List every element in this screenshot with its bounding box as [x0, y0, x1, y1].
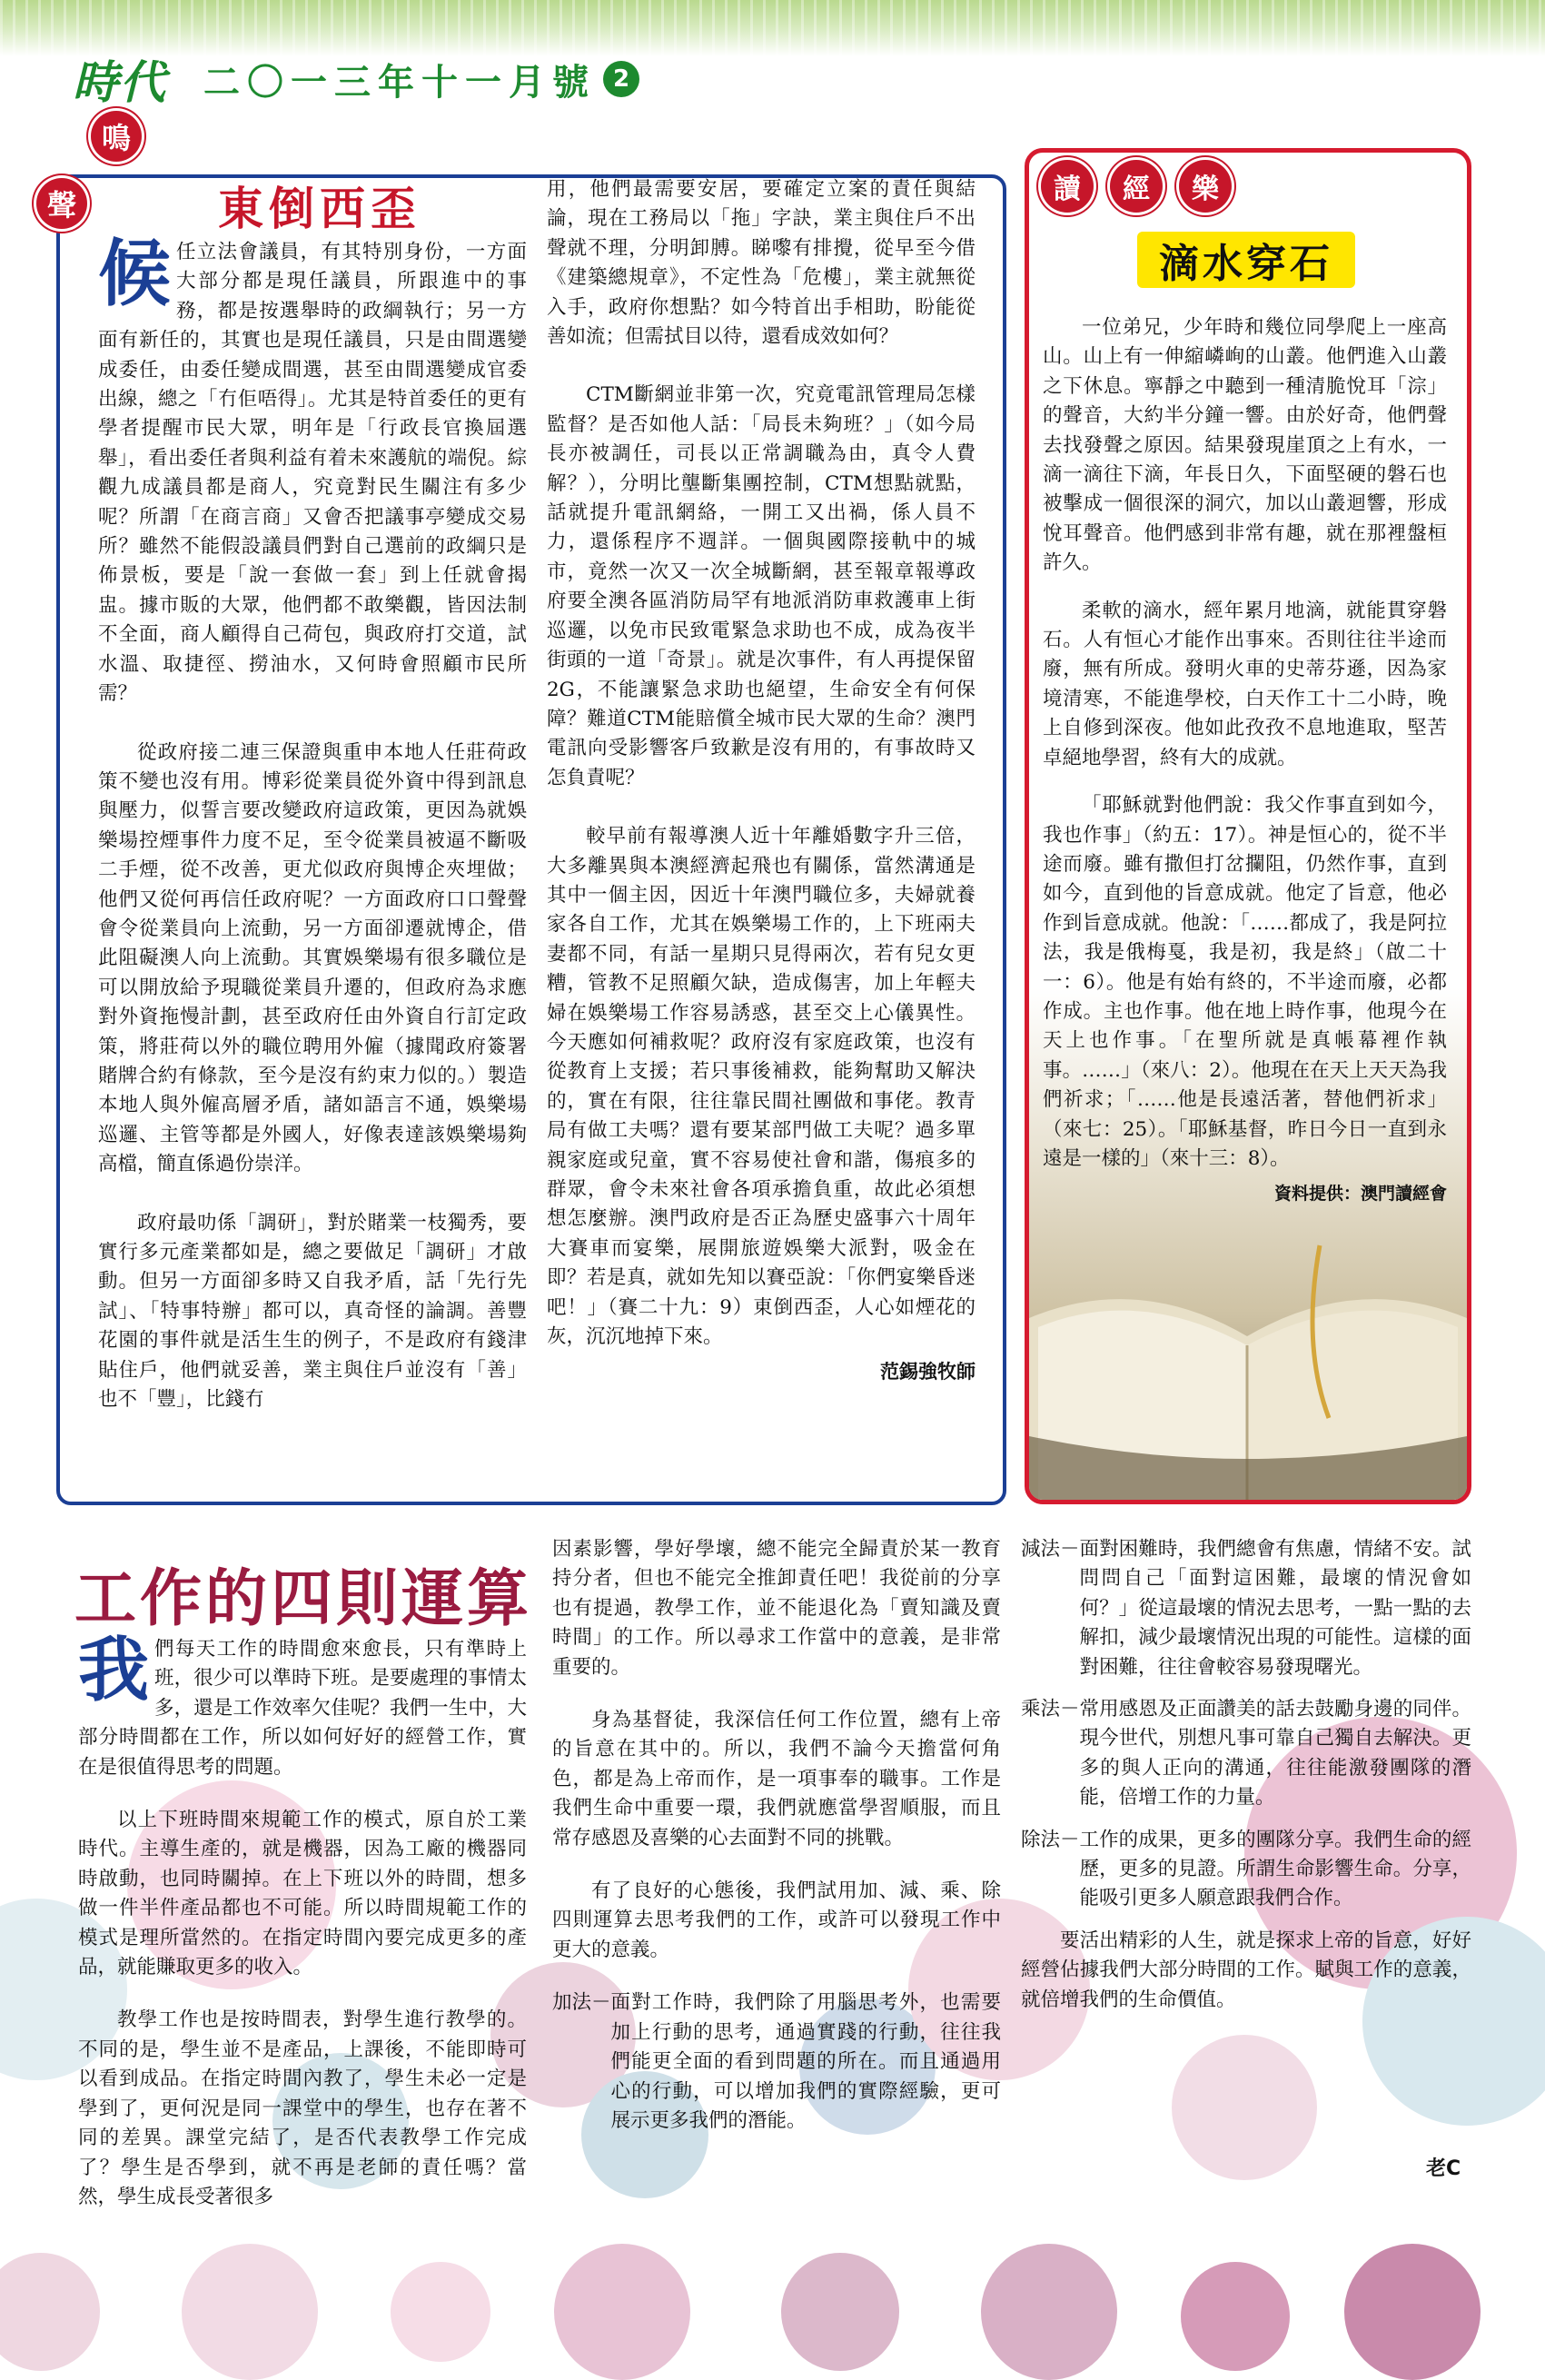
operation-label: 減法－ [1021, 1538, 1080, 1561]
article2-paragraph: 教學工作也是按時間表，對學生進行教學的。不同的是，學生並不是產品，上課後，不能即時可以看到成品。在指定時間內教了，學生未必一定是學到了，更何況是同一課堂中的學生，也存在著不同的差異。課堂完結了，是否代表教學工作完成了？學生是否學到，就不再是老師的責任嗎？當然，學生成長受著很多 [78, 2008, 527, 2208]
operation-label: 加法－ [552, 1991, 611, 2015]
issue-date: 二〇一三年十一月號 [203, 61, 596, 104]
panel-paragraph: 一位弟兄，少年時和幾位同學爬上一座高山。山上有一伸縮嶙峋的山叢。他們進入山叢之下休息。寧靜之中聽到一種清脆悅耳「淙」的聲音，大約半分鐘一響。由於好奇，他們聲去找發聲之原因。結果發現崖頂之上有水，一滴一滴往下滴，年長日久，下面堅硬的磐石也被擊成一個很深的洞穴，加以山叢迴響，形成悅耳聲音。他們感到非常有趣，就在那裡盤桓許久。 [1043, 316, 1447, 575]
article1-dropcap: 候 [98, 232, 171, 316]
operation-text: 面對工作時，我們除了用腦思考外，也需要加上行動的思考，通過實踐的行動，往往我們能更全面的看到問題的所在。而且通過用心的行動，可以增加我們的實際經驗，更可展示更多我們的潛能。 [610, 1991, 1001, 2132]
article1-column-2 [547, 175, 976, 1387]
operation-multiplication [1021, 1695, 1471, 1813]
seal-le: 樂 [1179, 160, 1232, 213]
article2-column-1 [78, 1630, 527, 2236]
article2-paragraph: 以上下班時間來規範工作的模式，原自於工業時代。主導生產的，就是機器，因為工廠的機器同時啟動，也同時關掉。在上下班以外的時間，想多做一件半件產品都也不可能。所以時間規範工作的模式是理所當然的。在指定時間內要完成更多的產品，就能賺取更多的收入。 [78, 1809, 527, 1979]
decor-circle [1344, 2244, 1481, 2380]
article1-paragraph: 從政府接二連三保證與重申本地人任莊荷政策不變也沒有用。博彩從業員從外資中得到訊息與壓力，似誓言要改變政府這政策，更因為就娛樂場控煙事件力度不足，至令從業員被逼不斷吸二手煙，從不改善，更尤似政府與博企夾埋做；他們又從何再信任政府呢？一方面政府口口聲聲會令從業員向上流動，另一方面卻遷就博企，借此阻礙澳人向上流動。其實娛樂場有很多職位是可以開放給予現職從業員升遷的，但政府為求應對外資拖慢計劃，甚至政府任由外資自行訂定政策，將莊荷以外的職位聘用外僱（據聞政府簽署賭牌合約有條款，至今是沒有約束力似的。）製造本地人與外僱高層矛盾，諸如語言不通，娛樂場巡邏、主管等都是外國人，好像表達該娛樂場夠高檔，簡直係過份崇洋。 [98, 740, 527, 1176]
decor-circle [1181, 2262, 1290, 2371]
article2-dropcap: 我 [78, 1630, 150, 1711]
page-number: 2 [603, 61, 639, 97]
article2-column-3 [1021, 1535, 1471, 2015]
panel-paragraph: 「耶穌就對他們說：我父作事直到如今，我也作事」（約五：17）。神是恒心的，從不半途而廢。雖有撒但打岔攔阻，仍然作事，直到如今，直到他的旨意成就。他定了旨意，他必作到旨意成就。他說：「……都成了，我是阿拉法，我是俄梅戛，我是初，我是終」（啟二十一：6）。他是有始有終的，不半途而廢，必都作成。主也作事。他在地上時作事，他現今在天上也作事。「在聖所就是真帳幕裡作執事。……」（來八：2）。他現在在天上天天為我們祈求；「……他是長遠活著，替他們祈求」（來七：25）。「耶穌基督，昨日今日一直到永遠是一樣的」（來十三：8）。 [1043, 794, 1447, 1170]
seal-ming: 鳴 [91, 111, 142, 162]
article2-paragraph: 有了良好的心態後，我們試用加、減、乘、除四則運算去思考我們的工作，或許可以發現工作中更大的意義。 [552, 1879, 1001, 1961]
article2-closing: 要活出精彩的人生，就是探求上帝的旨意，好好經營佔據我們大部分時間的工作。賦與工作的意義，就倍增我們的生命價值。 [1021, 1929, 1471, 2011]
panel-title: 滴水穿石 [1137, 232, 1355, 288]
decor-circle [981, 2244, 1117, 2380]
article2-paragraph: 我們每天工作的時間愈來愈長，只有準時上班，很少可以準時下班。是要處理的事情太多，還是工作效率欠佳呢？我們一生中，大部分時間都在工作，所以如何好好的經營工作，實在是很值得思考的問題。 [78, 1630, 527, 1779]
panel-body [1043, 313, 1447, 1209]
article1-paragraph: CTM斷網並非第一次，究竟電訊管理局怎樣監督？是否如他人話：「局長未夠班？」（如今局長亦被調任，司長以正常調職為由，真令人費解？），分明比壟斷集團控制，CTM想點就點，話就提升電訊網絡，一開工又出禍，係人員不力，還係程序不週詳。一個與國際接軌中的城市，竟然一次又一次全城斷網，甚至報章報導政府要全澳各區消防局罕有地派消防車救護車上街巡邏，以免市民致電緊急求助也不成，成為夜半街頭的一道「奇景」。就是次事件，有人再提保留2G，不能讓緊急求助也絕望，生命安全有何保障？難道CTM能賠償全城市民大眾的生命？澳門電訊向受影響客戶致歉是沒有用的，有事故時又怎負責呢？ [547, 383, 976, 789]
article1-paragraph: 政府最叻係「調研」，對於賭業一枝獨秀，要實行多元產業都如是，總之要做足「調研」才啟動。但另一方面卻多時又自我矛盾，話「先行先試」、「特事特辦」都可以，真奇怪的論調。善豐花園的事件就是活生生的例子，不是政府有錢津貼住戶，他們就妥善，業主與住戶並沒有「善」也不「豐」，比錢冇 [98, 1211, 527, 1412]
operation-addition [552, 1988, 1001, 2136]
operation-division [1021, 1826, 1471, 1914]
seal-jing: 經 [1110, 160, 1163, 213]
decor-circle [391, 2262, 490, 2362]
article1-column-1 [98, 232, 527, 1443]
decor-circle [1172, 2035, 1317, 2180]
decor-circle [781, 2253, 899, 2371]
article1-signature: 范錫強牧師 [880, 1361, 976, 1383]
panel-paragraph: 柔軟的滴水，經年累月地滴，就能貫穿磐石。人有恒心才能作出事來。否則往往半途而廢，無有所成。發明火車的史蒂芬遜，因為家境清寒，不能進學校，白天作工十二小時，晚上自修到深夜。他如此孜孜不息地進取，堅苦卓絕地學習，終有大的成就。 [1043, 599, 1447, 769]
masthead [73, 50, 639, 108]
article1-paragraph: 較早前有報導澳人近十年離婚數字升三倍，大多離異與本澳經濟起飛也有關係，當然溝通是其中一個主因，因近十年澳門職位多，夫婦就養家各自工作，尤其在娛樂場工作的，上下班兩夫妻都不同，有話一星期只見得兩次，若有兒女更糟，管教不足照顧欠缺，造成傷害，加上年輕夫婦在娛樂場工作容易誘惑，甚至交上心儀異性。今天應如何補救呢？政府沒有家庭政策，也沒有從教育上支援；若只事後補救，能夠幫助又解決的，實在有限，往往靠民間社團做和事佬。教青局有做工夫嗎？還有要某部門做工夫呢？過多單親家庭或兒童，實不容易使社會和諧，傷痕多的群眾，會令未來社會各項承擔負重，故此必須想想怎麼辦。澳門政府是否正為歷史盛事六十周年大賽車而宴樂，展開旅遊娛樂大派對，吸金在即？若是真，就如先知以賽亞說：「你們宴樂昏迷吧！」（賽二十九：9）東倒西歪，人心如煙花的灰，沉沉地掉下來。 [547, 825, 976, 1349]
operation-label: 乘法－ [1021, 1698, 1080, 1721]
operation-label: 除法－ [1021, 1828, 1080, 1851]
decor-circle [182, 2244, 318, 2380]
article1-paragraph: 候任立法會議員，有其特別身份，一方面大部分都是現任議員，所跟進中的事務，都是按選舉時的政綱執行；另一方面有新任的，其實也是現任議員，只是由間選變成委任，由委任變成間選，甚至由間選變成官委出線，總之「冇佢唔得」。尤其是特首委任的更有學者提醒市民大眾，明年是「行政長官換屆選舉」，看出委任者與利益有着未來護航的端倪。綜觀九成議員都是商人，究竟對民生關注有多少呢？所謂「在商言商」又會否把議事亭變成交易所？雖然不能假設議員們對自己選前的政綱只是佈景板，要是「說一套做一套」到上任就會揭盅。據市販的大眾，他們都不敢樂觀，皆因法制不全面，商人顧得自己荷包，與政府打交道，試水溫、取捷徑、撈油水，又何時會照顧市民所需？ [98, 232, 527, 706]
decor-circle [554, 2244, 690, 2380]
article1-paragraph: 用，他們最需要安居，要確定立案的責任與結論，現在工務局以「拖」字訣，業主與住戶不出聲就不理，分明卸膊。睇嚟有排攪，從早至今借《建築總規章》，不定性為「危樓」，業主就無從入手，政府你想點？如今特首出手相助，盼能從善如流；但需拭目以待，還看成效如何？ [547, 178, 976, 349]
article1-title: 東倒西歪 [218, 183, 421, 235]
operation-subtraction [1021, 1535, 1471, 1682]
open-book-image [1029, 1236, 1467, 1500]
article2-title: 工作的四則運算 [74, 1563, 533, 1635]
operation-text: 工作的成果，更多的團隊分享。我們生命的經歷，更多的見證。所謂生命影響生命。分享，能吸引更多人願意跟我們合作。 [1079, 1828, 1471, 1910]
article2-paragraph: 身為基督徒，我深信任何工作位置，總有上帝的旨意在其中的。所以，我們不論今天擔當何角色，都是為上帝而作，是一項事奉的職事。工作是我們生命中重要一環，我們就應當學習順服，而且常存感恩及喜樂的心去面對不同的挑戰。 [552, 1709, 1001, 1849]
article2-author: 老C [1426, 2157, 1461, 2180]
seal-du: 讀 [1041, 160, 1094, 213]
magazine-title: 時代 [73, 56, 167, 109]
operation-text: 面對困難時，我們總會有焦慮，情緒不安。試問問自己「面對這困難，最壞的情況會如何？」從這最壞的情況去思考，一點一點的去解扣，減少最壞情況出現的可能性。這樣的面對困難，往往會較容易發現曙光。 [1079, 1538, 1471, 1679]
seal-sheng: 聲 [36, 178, 87, 229]
article2-paragraph: 因素影響，學好學壞，總不能完全歸責於某一教育持分者，但也不能完全推卸責任吧！我從前的分享也有提過，教學工作，並不能退化為「賣知識及賣時間」的工作。所以尋求工作當中的意義，是非常重要的。 [552, 1538, 1001, 1679]
panel-credit: 資料提供：澳門讀經會 [1273, 1184, 1447, 1205]
operation-text: 常用感恩及正面讚美的話去鼓勵身邊的同伴。現今世代，別想凡事可靠自己獨自去解決。更多的與人正向的溝通，往往能激發團隊的潛能，倍增工作的力量。 [1079, 1698, 1471, 1810]
top-band-texture [0, 0, 1545, 56]
article2-column-2 [552, 1535, 1001, 2148]
decor-circle [0, 2253, 100, 2371]
